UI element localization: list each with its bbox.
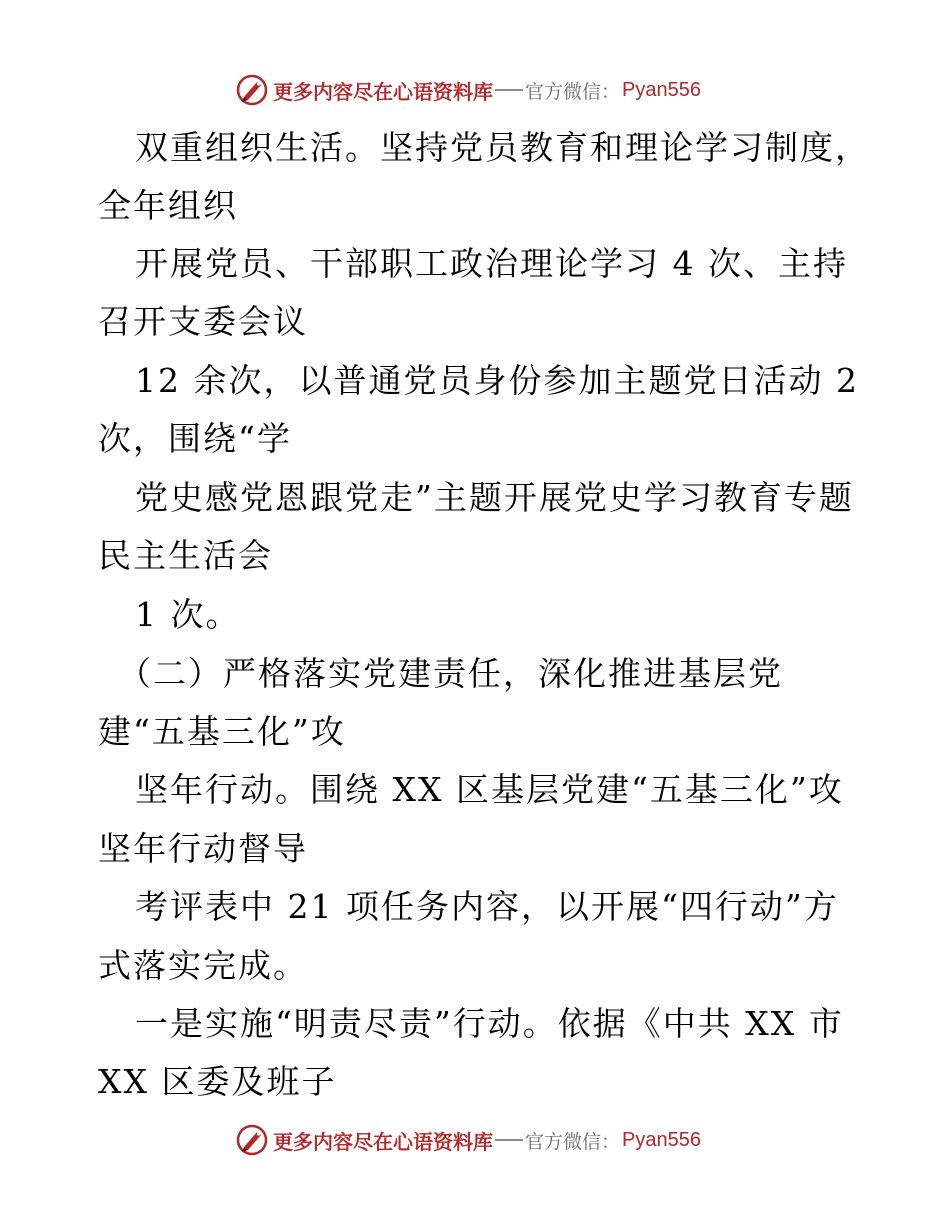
text-line: 12 余次，以普通党员身份参加主题党日活动 2 <box>135 361 859 400</box>
watermark-label: 官方微信： <box>525 80 621 103</box>
pen-logo-icon <box>235 73 269 107</box>
text-line: 双重组织生活。坚持党员教育和理论学习制度， <box>135 128 870 167</box>
text-line: 全年组织 <box>98 186 238 225</box>
pen-logo-icon <box>235 1123 269 1157</box>
text-line: 党史感党恩跟党走”主题开展党史学习教育专题 <box>135 478 854 517</box>
text-line: 建“五基三化”攻 <box>98 712 346 751</box>
watermark-dash <box>495 89 523 91</box>
header-watermark <box>235 72 701 108</box>
watermark-dash <box>495 1139 523 1141</box>
watermark-account: Pyan556 <box>622 1128 701 1151</box>
text-line: 坚年行动。围绕 XX 区基层党建“五基三化”攻 <box>135 770 844 809</box>
text-line: 考评表中 21 项任务内容，以开展“四行动”方 <box>135 887 839 926</box>
text-line: 式落实完成。 <box>98 946 308 985</box>
watermark-account: Pyan556 <box>622 78 701 101</box>
text-line: 1 次。 <box>135 595 241 634</box>
footer-watermark <box>235 1122 701 1158</box>
text-line: 开展党员、干部职工政治理论学习 4 次、主持 <box>135 244 848 283</box>
watermark-label: 官方微信： <box>525 1130 621 1153</box>
text-line: 次，围绕“学 <box>98 419 292 458</box>
section-heading: （二）严格落实党建责任，深化推进基层党 <box>118 654 783 693</box>
text-line: 民主生活会 <box>98 536 273 575</box>
watermark-title: 更多内容尽在心语资料库 <box>273 1129 493 1154</box>
text-line: 坚年行动督导 <box>98 829 308 868</box>
text-line: 召开支委会议 <box>98 302 308 341</box>
text-line: 一是实施“明责尽责”行动。依据《中共 XX 市 <box>135 1004 844 1043</box>
watermark-title: 更多内容尽在心语资料库 <box>273 79 493 104</box>
text-line: XX 区委及班子 <box>98 1062 337 1101</box>
